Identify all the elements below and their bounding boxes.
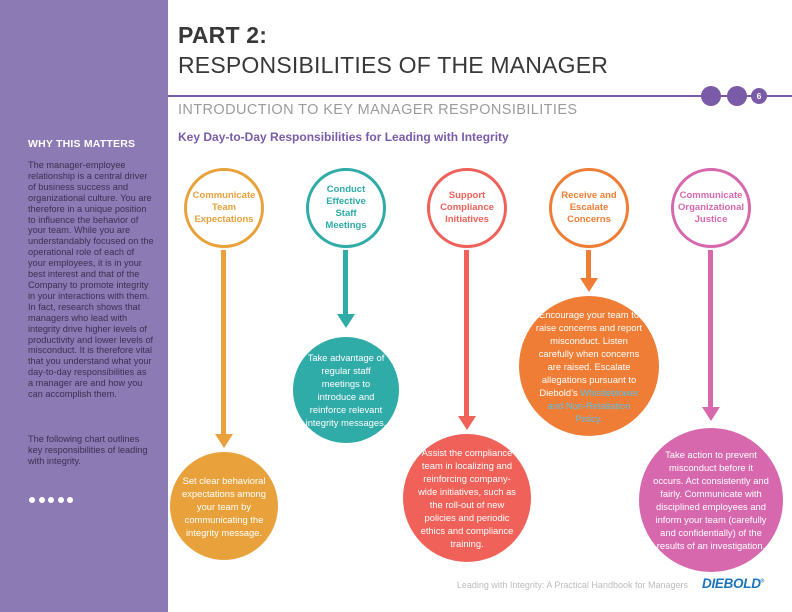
arrow-down-icon — [702, 407, 720, 421]
responsibility-detail: Take advantage of regular staff meetings to introduce and reinforce relevant integrity messages. — [305, 352, 387, 428]
header-divider — [168, 95, 792, 97]
responsibility-title-circle — [671, 168, 751, 248]
dot-icon — [48, 497, 54, 503]
dot-icon — [58, 497, 64, 503]
divider-dot-icon — [727, 86, 747, 106]
page-number: 6 — [756, 91, 762, 101]
responsibility-detail: Take action to prevent misconduct before it occurs. Act consistently and fairly. Communicate with disciplined employees and inform your team (carefully and confidentially) of the results of an investigation. — [653, 449, 769, 551]
responsibility-title: Support Compliance Initiatives — [440, 190, 494, 225]
responsibility-title: Receive and Escalate Concerns — [561, 190, 617, 225]
responsibility-title: Communicate Team Expectations — [192, 190, 256, 225]
dot-icon — [67, 497, 73, 503]
registered-mark-icon: ® — [760, 578, 765, 585]
chart-title: Key Day-to-Day Responsibilities for Leading with Integrity — [178, 130, 509, 144]
responsibility-detail-circle — [403, 434, 531, 562]
pagination-dots — [29, 497, 73, 503]
responsibility-title-circle — [549, 168, 629, 248]
dot-icon — [29, 497, 35, 503]
dot-icon — [39, 497, 45, 503]
sidebar-heading: WHY THIS MATTERS — [28, 138, 136, 150]
responsibility-detail-circle — [170, 452, 278, 560]
responsibility-detail-circle — [293, 337, 399, 443]
responsibility-title: Conduct Effective Staff Meetings — [325, 184, 367, 231]
sidebar-paragraph-1: The manager-employee relationship is a central driver of business success and organizational culture. You are therefore in a unique position to influence the behavior of your team. While you are understandably focused on the operational role of each of your employees, it is in your best interest and that of the Company to promote integrity in your interactions with them. In fact, research shows that managers who lead with integrity drive higher levels of productivity and lower levels of misconduct. It is therefore vital that you understand what your day-to-day responsibilities as a manager are and how you can accomplish them. — [28, 160, 154, 400]
arrow-down-icon — [580, 278, 598, 292]
responsibility-title-circle — [427, 168, 507, 248]
responsibility-detail: Set clear behavioral expectations among your team by communicating the integrity message. — [182, 474, 266, 538]
page-title: RESPONSIBILITIES OF THE MANAGER — [178, 52, 609, 78]
policy-link[interactable]: Whistleblower and Non-Retaliation Policy. — [547, 386, 639, 424]
page-number-badge — [751, 88, 767, 104]
responsibility-detail-text: Encourage your team to raise concerns and report misconduct. Listen carefully when concerns are raised. Escalate allegations pursuant to Diebold’s — [535, 308, 643, 398]
responsibility-title-circle — [184, 168, 264, 248]
arrow-down-icon — [337, 314, 355, 328]
diebold-logo — [702, 576, 764, 591]
sidebar-paragraph-2: The following chart outlines key responsibilities of leading with integrity. — [28, 434, 148, 466]
arrow-stem — [708, 250, 713, 407]
arrow-stem — [343, 250, 348, 314]
arrow-stem — [586, 250, 591, 278]
footer-text: Leading with Integrity: A Practical Handbook for Managers — [456, 580, 688, 590]
responsibility-detail-circle — [519, 296, 659, 436]
arrow-stem — [464, 250, 469, 416]
responsibility-detail — [533, 308, 645, 425]
arrow-stem — [221, 250, 226, 434]
section-heading: INTRODUCTION TO KEY MANAGER RESPONSIBILITIES — [178, 102, 578, 118]
diebold-logo-text: DIEBOLD — [702, 576, 761, 591]
arrow-down-icon — [458, 416, 476, 430]
part-label: PART 2: — [178, 22, 268, 48]
arrow-down-icon — [215, 434, 233, 448]
responsibility-detail: Assist the compliance team in localizing and reinforcing company-wide initiatives, such as the roll-out of new policies and periodic ethics and compliance training. — [418, 447, 516, 549]
divider-dot-icon — [701, 86, 721, 106]
responsibility-title-circle — [306, 168, 386, 248]
sidebar — [0, 0, 168, 612]
responsibility-detail-circle — [639, 428, 783, 572]
responsibility-title: Communicate Organizational Justice — [678, 190, 744, 225]
